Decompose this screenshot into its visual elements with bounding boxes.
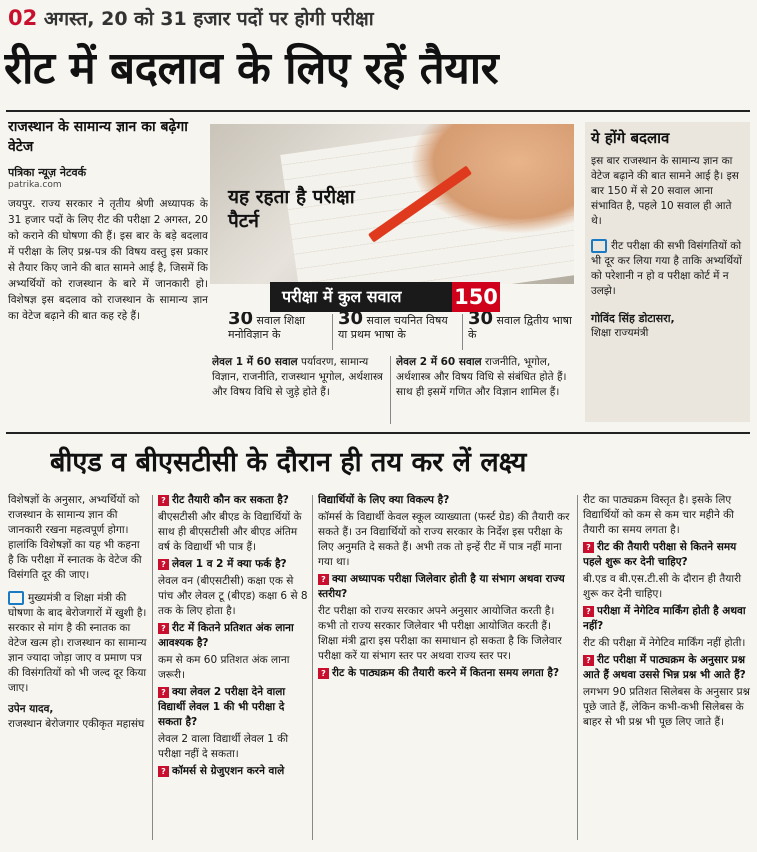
faq-question: ? रीट में कितने प्रतिशत अंक लाना आवश्यक है? <box>158 622 294 649</box>
hand-image <box>410 124 574 234</box>
pattern-title: यह रहता है परीक्षा पैटर्न <box>228 186 355 232</box>
headline-rule <box>6 110 750 112</box>
faq-question: ? रीट तैयारी कौन कर सकता है? <box>158 493 308 508</box>
faq-answer: लगभग 90 प्रतिशत सिलेबस के अनुसार प्रश्न पूछे जाते हैं, लेकिन कभी-कभी सिलेबस के बाहर से भी प्रश्न भी पूछ लिए जाते हैं। <box>583 686 750 728</box>
union-quote-text: मुख्यमंत्री व शिक्षा मंत्री की घोषणा के बाद बेरोजगारों में खुशी है। सरकार से मांग है की स्नातक का वेटेज खत्म हो। राजस्थान का सामान्य ज्ञान ज्यादा जोड़ा जाए व प्रमाण पत्र की विसंगतियों को भी जल्द दूर किया जाए। <box>8 592 147 694</box>
strap-text: अगस्त, 20 को 31 हजार पदों पर होगी परीक्षा <box>37 8 374 30</box>
faq-column-3 <box>583 493 751 843</box>
faq-answer: कम से कम 60 प्रतिशत अंक लाना जरूरी। <box>158 654 290 681</box>
site-name: patrika.com <box>8 180 62 190</box>
faq-answer: रीट का पाठ्यक्रम विस्तृत है। इसके लिए विद्यार्थियों को कम से कम चार महीने की तैयारी का समय लगता है। <box>583 494 734 536</box>
divider <box>577 495 578 840</box>
strap-line <box>8 4 748 32</box>
q2-text: सवाल चयनित विषय या प्रथम भाषा के <box>338 314 448 341</box>
faq-column-2 <box>318 493 573 843</box>
minister-role: शिक्षा राज्यमंत्री <box>591 327 649 339</box>
divider <box>312 495 313 840</box>
divider <box>390 356 391 424</box>
faq-answer: कॉमर्स के विद्यार्थी केवल स्कूल व्याख्याता (फर्स्ट ग्रेड) की तैयारी कर सकते हैं। उन विद्यार्थियों को राज्य सरकार के निर्देश इस परीक्षा के लिए अनुमति दे सकते हैं। अभी तक तो इन्हें रीट में पात्र नहीं माना गया था। <box>318 511 570 568</box>
minister-quote <box>591 239 744 299</box>
question-mark-icon: ? <box>583 542 594 553</box>
question-mark-icon: ? <box>583 655 594 666</box>
total-questions-label: परीक्षा में कुल सवाल <box>270 282 495 312</box>
divider <box>152 495 153 840</box>
faq-answer: बीएसटीसी और बीएड के विद्यार्थियों के साथ ही बीएसटीसी और बीएड अंतिम वर्ष के विद्यार्थी भी पात्र हैं। <box>158 511 302 553</box>
level1-text: पर्यावरण, सामान्य विज्ञान, राजनीति, राजस्थान भूगोल, अर्थशास्त्र और विषय विधि से जुड़े होते हैं। <box>212 356 383 398</box>
divider <box>462 314 463 350</box>
changes-title: ये होंगे बदलाव <box>591 129 670 147</box>
sub-headline: बीएड व बीएसटीसी के दौरान ही तय कर लें लक्ष्य <box>50 447 527 478</box>
q3-text: सवाल द्वितीय भाषा के <box>468 314 572 341</box>
question-group-2 <box>338 312 458 352</box>
q1-num: 30 <box>228 312 254 329</box>
question-mark-icon: ? <box>158 687 169 698</box>
level2-info <box>396 355 574 425</box>
left-story <box>8 117 208 427</box>
faq-question: ? कॉमर्स से ग्रेजुएशन करने वाले <box>158 764 308 779</box>
strap-date-number: 02 <box>8 6 38 30</box>
changes-box <box>585 122 750 422</box>
question-group-1 <box>228 312 328 352</box>
minister-name: गोविंद सिंह डोटासरा, <box>591 312 675 325</box>
section-rule <box>6 432 750 434</box>
faq-question: ? रीट परीक्षा में पाठ्यक्रम के अनुसार प्रश्न आते हैं अथवा उससे भिन्न प्रश्न भी आते हैं? <box>583 654 746 681</box>
faq-question: ? क्या लेवल 2 परीक्षा देने वाला विद्यार्थी लेवल 1 की भी परीक्षा दे सकता है? <box>158 686 286 728</box>
question-mark-icon: ? <box>158 766 169 777</box>
union-quote <box>8 591 148 696</box>
level1-info <box>212 355 387 425</box>
question-mark-icon: ? <box>158 623 169 634</box>
faq-answer: लेवल वन (बीएसटीसी) कक्षा एक से पांच और लेवल टू (बीएड) कक्षा 6 से 8 तक के लिए होता है। <box>158 575 308 617</box>
faq-question: ? परीक्षा में नेगेटिव मार्किंग होती है अथवा नहीं? <box>583 605 746 632</box>
faq-question: ? रीट की तैयारी परीक्षा से कितने समय पहले शुरू कर देनी चाहिए? <box>583 541 737 568</box>
faq-question: विद्यार्थियों के लिए क्या विकल्प है? <box>318 494 450 506</box>
faq-question: ? लेवल 1 व 2 में क्या फर्क है? <box>158 557 308 572</box>
level2-bold: लेवल 2 में 60 सवाल <box>396 356 482 368</box>
experts-column <box>8 493 148 845</box>
byline: पत्रिका न्यूज़ नेटवर्क <box>8 166 87 179</box>
question-mark-icon: ? <box>318 574 329 585</box>
q1-text: सवाल शिक्षा मनोविज्ञान के <box>228 314 305 341</box>
changes-body: इस बार राजस्थान के सामान्य ज्ञान का वेटेज बढ़ाने की बात सामने आई है। इस बार 150 में से 20 सवाल आना संभावित है, पहले 10 सवाल ही आते थे। <box>591 155 739 227</box>
question-mark-icon: ? <box>158 559 169 570</box>
quote-icon <box>8 591 24 605</box>
left-story-title: राजस्थान के सामान्य ज्ञान का बढ़ेगा वेटेज <box>8 119 188 155</box>
faq-column-1 <box>158 493 308 843</box>
question-mark-icon: ? <box>583 606 594 617</box>
question-mark-icon: ? <box>158 495 169 506</box>
total-questions-value: 150 <box>452 282 500 312</box>
quote-icon <box>591 239 607 253</box>
faq-question: ? रीट के पाठ्यक्रम की तैयारी करने में कितना समय लगता है? <box>318 666 573 681</box>
level1-bold: लेवल 1 में 60 सवाल <box>212 356 298 368</box>
faq-answer: बी.एड व बी.एस.टी.सी के दौरान ही तैयारी शुरू कर देनी चाहिए। <box>583 573 742 600</box>
experts-text: विशेषज्ञों के अनुसार, अभ्यर्थियों को राजस्थान के सामान्य ज्ञान की जानकारी रखना महत्वपूर्ण होगा। हालांकि विशेषज्ञों का यह भी कहना है कि परीक्षा में स्नातक के वेटेज की विसंगति दूर की जाए। <box>8 494 142 581</box>
union-leader-name: उपेन यादव, <box>8 703 54 715</box>
divider <box>332 314 333 350</box>
question-group-3 <box>468 312 573 352</box>
level2-text: राजनीति, भूगोल, अर्थशास्त्र और विषय विधि से संबंधित होते हैं। साथ ही इसमें गणित और विज्ञान शामिल हैं। <box>396 356 567 398</box>
q3-num: 30 <box>468 312 494 329</box>
union-leader-role: राजस्थान बेरोजगार एकीकृत महासंघ <box>8 718 145 730</box>
faq-answer: रीट परीक्षा को राज्य सरकार अपने अनुसार आयोजित करती है। कभी तो राज्य सरकार जिलेवार भी परीक्षा आयोजित करती हैं। शिक्षा मंत्री द्वारा इस परीक्षा का समाधान हो सकता है कि जिलेवार परीक्षा करें या संभाग स्तर पर अथवा राज्य स्तर पर। <box>318 605 562 662</box>
q2-num: 30 <box>338 312 364 329</box>
faq-question: ? क्या अध्यापक परीक्षा जिलेवार होती है या संभाग अथवा राज्य स्तरीय? <box>318 573 565 600</box>
question-mark-icon: ? <box>318 668 329 679</box>
faq-answer: लेवल 2 वाला विद्यार्थी लेवल 1 की परीक्षा नहीं दे सकता। <box>158 733 289 760</box>
minister-quote-text: रीट परीक्षा की सभी विसंगतियों को भी दूर कर लिया गया है ताकि अभ्यर्थियों को परेशानी न हो व परीक्षा कोर्ट में न उलझे। <box>591 240 742 297</box>
faq-answer: रीट की परीक्षा में नेगेटिव मार्किंग नहीं होती। <box>583 637 746 649</box>
left-story-body: जयपुर. राज्य सरकार ने तृतीय श्रेणी अध्यापक के 31 हजार पदों के लिए रीट की परीक्षा 2 अगस्त, 20 को कराने की घोषणा की हैं। इस बार के बड़े बदलाव में परीक्षा के लिए प्रश्न-पत्र की विषय वस्तु इस प्रकार से तैयार किए जाने की बात सामने आई है, जिसमें कि अभ्यर्थियों को राजस्थान के बारे में जानकारी हो। विशेषज्ञ इस बदलाव को राजस्थान के सामान्य ज्ञान का वेटेज बढ़ाने की बात कह रहे हैं। <box>8 198 208 322</box>
main-headline: रीट में बदलाव के लिए रहें तैयार <box>4 43 499 94</box>
